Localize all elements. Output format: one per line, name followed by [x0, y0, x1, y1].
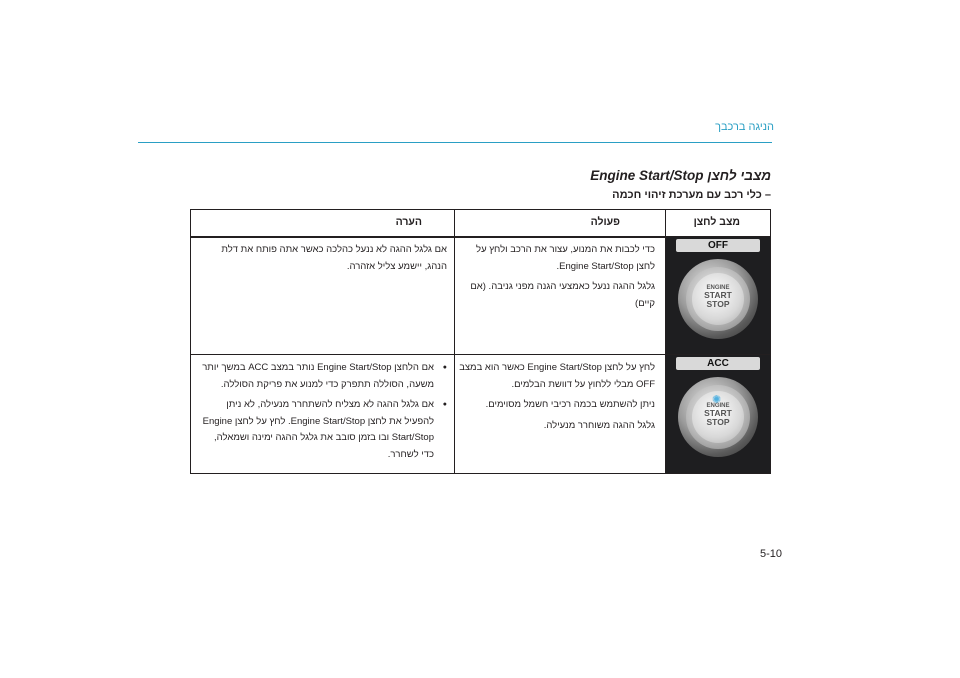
header-note: הערה [395, 216, 422, 228]
off-button-photo [666, 237, 770, 354]
page-title: מצבי לחצן Engine Start/Stop [590, 168, 771, 183]
acc-action-cell [459, 360, 655, 438]
indicator-light-icon: ✺ [712, 394, 722, 406]
off-note-text: אם גלגל ההגה לא ננעל כהלכה כאשר אתה פותח את דלת הנהג, יישמע צליל אזהרה. [221, 244, 447, 272]
column-divider [454, 210, 455, 473]
off-note-cell [199, 242, 447, 279]
button-text-start: START [704, 290, 732, 300]
acc-label: ACC [676, 357, 760, 370]
off-label: OFF [676, 239, 760, 252]
button-text-engine: ENGINE [706, 285, 730, 291]
button-text-stop: STOP [706, 299, 730, 309]
button-text-start: START [704, 408, 732, 418]
header-action: פעולה [590, 216, 620, 228]
page-subtitle: – כלי רכב עם מערכת זיהוי חכמה [612, 189, 771, 201]
table-header-row [191, 210, 770, 238]
button-modes-table [190, 209, 771, 474]
header-button-position: מצב לחצן [693, 216, 740, 228]
button-text-stop: STOP [706, 417, 730, 427]
acc-action-text: ניתן להשתמש בכמה רכיבי חשמל מסוימים. [485, 399, 655, 410]
header-divider [138, 142, 772, 143]
page-number: 5-10 [760, 548, 783, 560]
off-action-cell [459, 242, 655, 316]
acc-note-bullet: ● אם הלחצן Engine Start/Stop נותר במצב ACC במשך יותר משעה, הסוללה תתפרק כדי למנוע את פריקת הסוללה. [199, 360, 447, 393]
off-action-text: גלגל ההגה ננעל כאמצעי הגנה מפני גניבה. (אם קיים) [470, 281, 655, 309]
section-title: הניגה ברכבך [715, 121, 774, 133]
acc-button-photo [666, 355, 770, 473]
acc-note-cell [199, 360, 447, 467]
acc-action-text: גלגל ההגה משוחרר מנעילה. [543, 419, 655, 431]
button-text-engine: ENGINE [706, 403, 730, 409]
engine-start-stop-button-icon [678, 377, 758, 457]
acc-note-bullet: ● אם גלגל ההגה לא מצליח להשתחרר מנעילה, לא ניתן להפעיל את לחצן Engine Start/Stop. לחץ על לחצן Engine Start/Stop ובו בזמן סובב את גלגל ההגה ימינה ושמאלה, כדי לשחרר. [199, 397, 447, 463]
acc-action-text: לחץ על לחצן Engine Start/Stop כאשר הוא במצב OFF מבלי ללחוץ על דוושת הבלמים. [459, 362, 655, 390]
off-action-text: כדי לכבות את המנוע, עצור את הרכב ולחץ על לחצן Engine Start/Stop. [476, 244, 655, 272]
engine-start-stop-button-icon [678, 259, 758, 339]
